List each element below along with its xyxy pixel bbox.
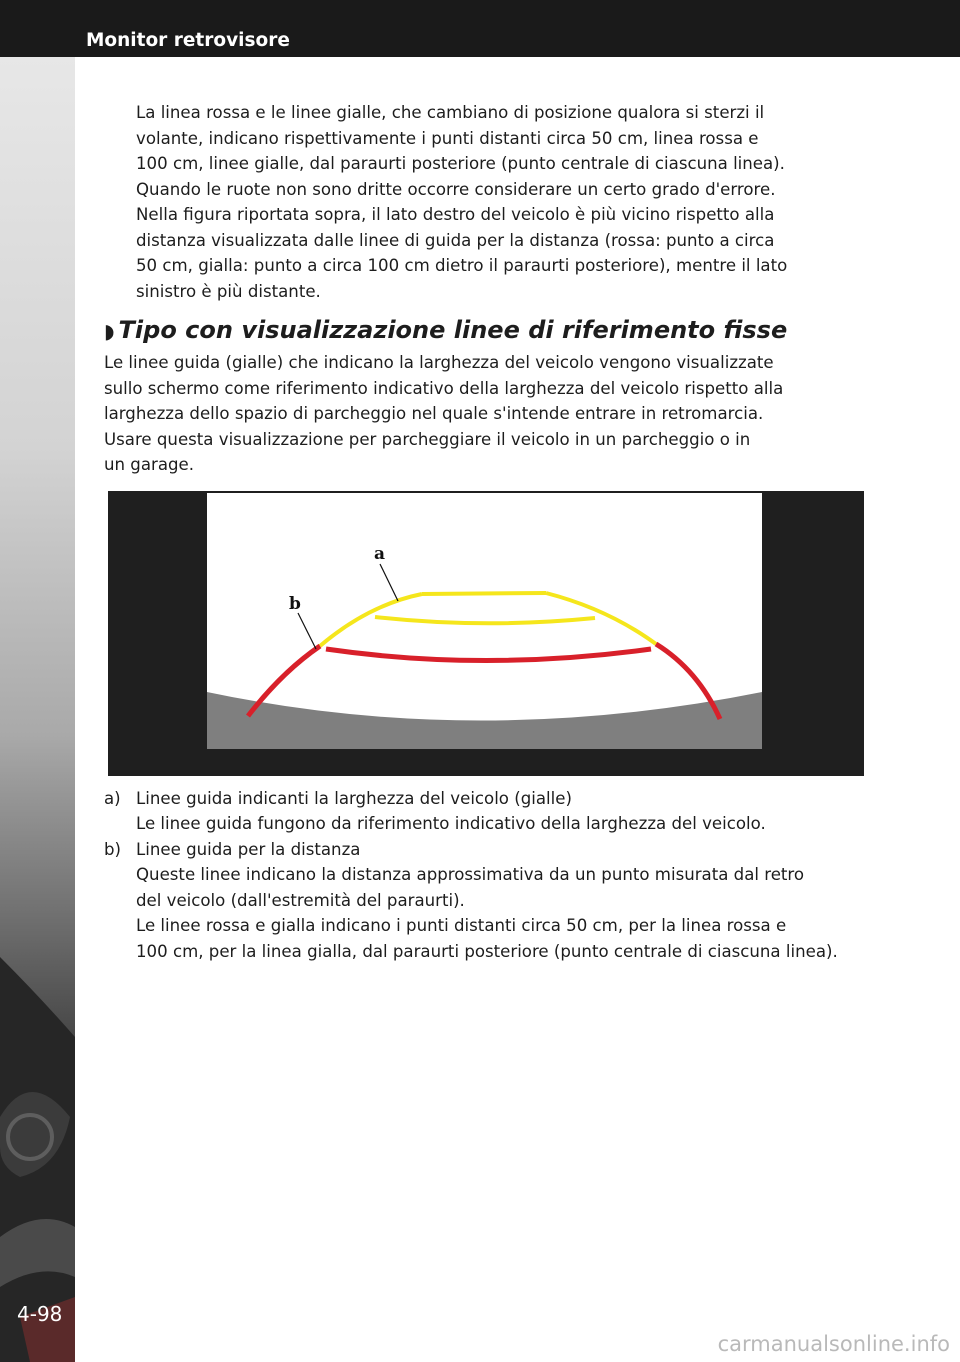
watermark: carmanualsonline.info — [717, 1332, 950, 1356]
legend-a-marker: a) — [104, 789, 121, 808]
legend-b-desc-line: Le linee rossa e gialla indicano i punti distanti circa 50 cm, per la linea rossa e — [136, 916, 787, 935]
legend-b-desc-line: 100 cm, per la linea gialla, dal paraurti posteriore (punto centrale di ciascuna linea). — [136, 942, 838, 961]
intro-line: Nella figura riportata sopra, il lato destro del veicolo è più vicino rispetto alla — [136, 205, 775, 224]
page-number: 4-98 — [17, 1302, 63, 1326]
intro-line: La linea rossa e le linee gialle, che cambiano di posizione qualora si sterzi il — [136, 103, 765, 122]
legend-b-marker: b) — [104, 840, 122, 859]
legend-b-desc-line: Queste linee indicano la distanza approssimativa da un punto misurata dal retro — [136, 865, 805, 884]
legend-a-title: Linee guida indicanti la larghezza del veicolo (gialle) — [136, 789, 572, 808]
distance-line-100cm — [422, 593, 546, 594]
legend-b-title: Linee guida per la distanza — [136, 840, 361, 859]
header-title: Monitor retrovisore — [86, 30, 290, 51]
section-line: sullo schermo come riferimento indicativo della larghezza del veicolo rispetto alla — [104, 379, 784, 398]
section-line: Usare questa visualizzazione per parcheggiare il veicolo in un parcheggio o in — [104, 430, 751, 449]
callout-b-label: b — [289, 594, 301, 614]
rearview-camera-figure — [108, 491, 864, 776]
side-decoration-strip — [0, 57, 75, 1362]
intro-line: 50 cm, gialla: punto a circa 100 cm dietro il paraurti posteriore), mentre il lato — [136, 256, 788, 275]
intro-line: sinistro è più distante. — [136, 282, 321, 301]
section-line: Le linee guida (gialle) che indicano la larghezza del veicolo vengono visualizzate — [104, 353, 774, 372]
callout-a-label: a — [374, 544, 386, 564]
section-bullet-icon: ◗ — [104, 319, 115, 343]
intro-line: Quando le ruote non sono dritte occorre considerare un certo grado d'errore. — [136, 180, 776, 199]
intro-line: volante, indicano rispettivamente i punti distanti circa 50 cm, linea rossa e — [136, 129, 759, 148]
intro-line: 100 cm, linee gialle, dal paraurti posteriore (punto centrale di ciascuna linea). — [136, 154, 785, 173]
section-line: larghezza dello spazio di parcheggio nel quale s'intende entrare in retromarcia. — [104, 404, 764, 423]
intro-line: distanza visualizzata dalle linee di guida per la distanza (rossa: punto a circa — [136, 231, 775, 250]
side-car-interior-image — [0, 57, 75, 1362]
section-heading — [104, 316, 787, 344]
section-line: un garage. — [104, 455, 195, 474]
legend-a-desc: Le linee guida fungono da riferimento indicativo della larghezza del veicolo. — [136, 814, 766, 833]
header-bar — [0, 0, 960, 57]
section-title: Tipo con visualizzazione linee di riferimento fisse — [118, 316, 788, 344]
camera-screen-illustration — [108, 491, 864, 776]
legend-b-desc-line: del veicolo (dall'estremità del paraurti). — [136, 891, 465, 910]
